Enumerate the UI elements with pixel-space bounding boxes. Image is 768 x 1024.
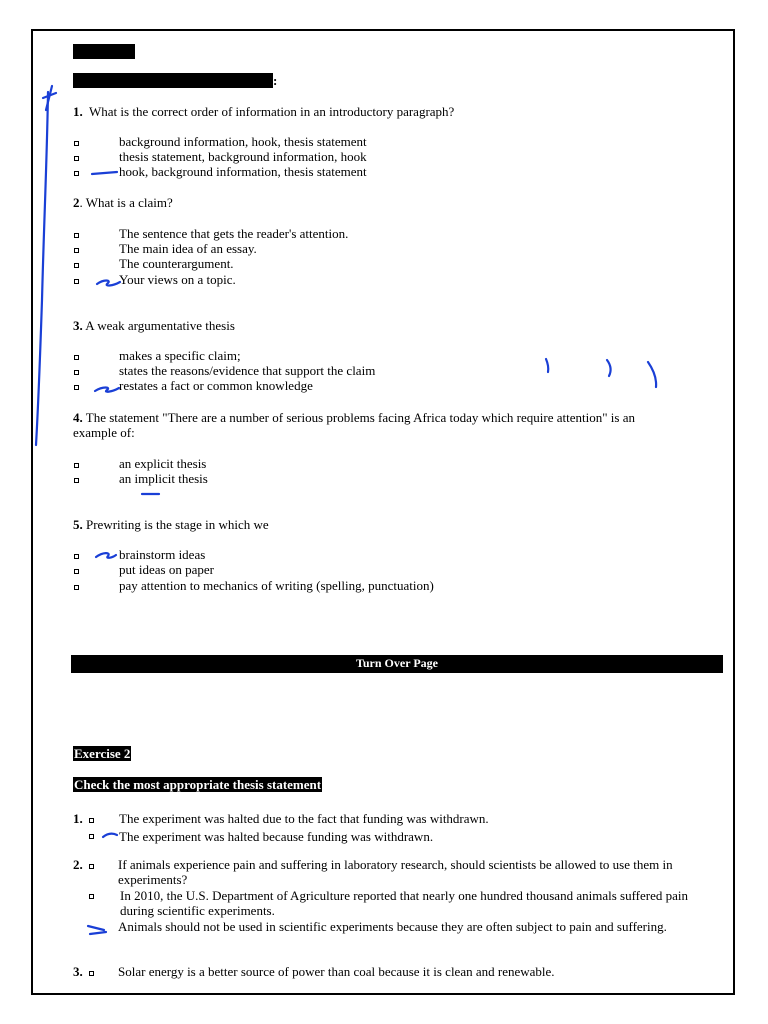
exercise-2-instruction: Check the most appropriate thesis statement bbox=[74, 777, 322, 792]
option-label: The sentence that gets the reader's attention. bbox=[119, 226, 349, 241]
option-label: makes a specific claim; bbox=[119, 348, 241, 363]
item-2-option-c: Animals should not be used in scientific experiments because they are often subject to pain and suffering. bbox=[118, 919, 667, 934]
tick-ex2-1 bbox=[103, 834, 117, 837]
question-number: 5. bbox=[73, 517, 83, 532]
margin-line bbox=[36, 92, 48, 445]
option-label: thesis statement, background information, hook bbox=[119, 149, 367, 164]
option-label: restates a fact or common knowledge bbox=[119, 378, 313, 393]
stroke-a bbox=[546, 359, 548, 372]
option-label: The main idea of an essay. bbox=[119, 241, 257, 256]
plus-mark bbox=[43, 86, 56, 110]
stroke-c bbox=[648, 362, 656, 387]
question-text: The statement "There are a number of serious problems facing Africa today which require attention" is an bbox=[85, 410, 635, 425]
question-number: 3. bbox=[73, 318, 83, 333]
item-3-option-a: Solar energy is a better source of power than coal because it is clean and renewable. bbox=[118, 964, 555, 979]
option-label: pay attention to mechanics of writing (spelling, punctuation) bbox=[119, 578, 434, 593]
question-text: A weak argumentative thesis bbox=[85, 318, 235, 333]
tick-ex2-2 bbox=[88, 926, 106, 934]
subtitle-colon: : bbox=[273, 73, 278, 88]
question-text-cont: example of: bbox=[73, 425, 135, 440]
item-2-option-a: If animals experience pain and suffering in laboratory research, should scientists be allowed to use them in experiments? bbox=[118, 857, 673, 887]
option-label: hook, background information, thesis statement bbox=[119, 164, 367, 179]
option-label: Your views on a topic. bbox=[119, 272, 236, 287]
question-text: What is the correct order of information in an introductory paragraph? bbox=[89, 104, 455, 119]
option-label: brainstorm ideas bbox=[119, 547, 206, 562]
question-number: 2 bbox=[73, 195, 80, 210]
ink-strokes bbox=[36, 86, 656, 934]
item-1-option-a: The experiment was halted due to the fact that funding was withdrawn. bbox=[119, 811, 489, 826]
question-number: 4. bbox=[73, 410, 83, 425]
tick-q3 bbox=[95, 388, 119, 392]
item-3-number: 3. bbox=[73, 964, 83, 979]
option-label: an implicit thesis bbox=[119, 471, 208, 486]
question-text: Prewriting is the stage in which we bbox=[86, 517, 269, 532]
tick-q2 bbox=[97, 281, 120, 286]
exercise-2-title: Exercise 2 bbox=[74, 746, 131, 761]
item-1-number: 1. bbox=[73, 811, 83, 826]
stroke-b bbox=[607, 360, 611, 376]
option-label: put ideas on paper bbox=[119, 562, 214, 577]
question-number: 1. bbox=[73, 104, 83, 119]
turn-over-banner: Turn Over Page bbox=[71, 655, 723, 673]
option-label: states the reasons/evidence that support the claim bbox=[119, 363, 376, 378]
item-2-number: 2. bbox=[73, 857, 83, 872]
item-1-option-b: The experiment was halted because funding was withdrawn. bbox=[119, 829, 434, 844]
option-label: The counterargument. bbox=[119, 256, 234, 271]
tick-q1 bbox=[92, 172, 117, 174]
option-label: background information, hook, thesis statement bbox=[119, 134, 367, 149]
tick-q5 bbox=[96, 553, 116, 558]
option-label: an explicit thesis bbox=[119, 456, 207, 471]
question-text: . What is a claim? bbox=[79, 195, 173, 210]
item-2-option-b: In 2010, the U.S. Department of Agriculture reported that nearly one hundred thousand animals suffered pain during scientific experiments. bbox=[120, 888, 688, 918]
